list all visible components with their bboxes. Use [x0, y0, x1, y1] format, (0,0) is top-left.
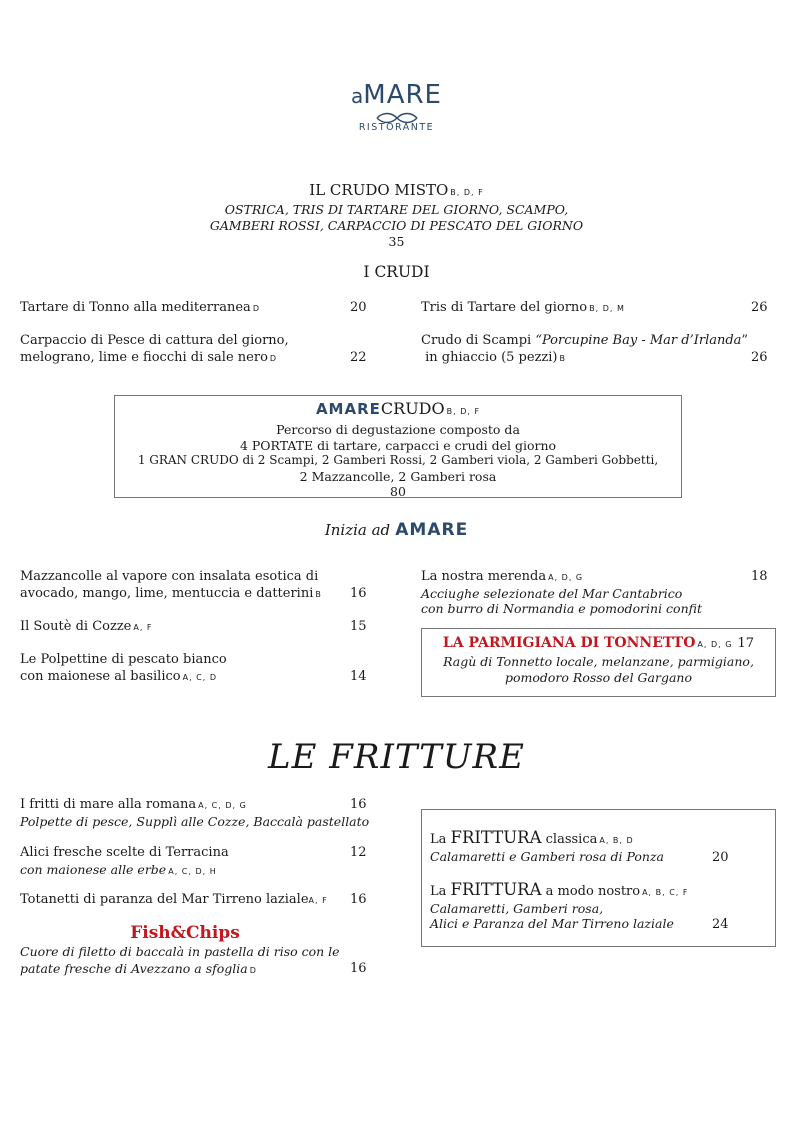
fish-icon — [0, 109, 793, 121]
logo-subtitle: RISTORANTE — [358, 122, 435, 133]
item-desc-1: Acciughe selezionate del Mar Cantabrico — [421, 586, 683, 601]
amare-crudo-title: CRUDO — [380, 399, 445, 418]
frittura-suffix: a modo nostro — [545, 884, 641, 899]
item-line-1: Carpaccio di Pesce di cattura del giorno, — [20, 333, 289, 348]
inizia-brand: AMARE — [395, 520, 469, 540]
parmigiana-price: 17 — [737, 636, 755, 651]
item-price: 15 — [350, 619, 367, 634]
item-name: I fritti di mare alla romana — [20, 797, 197, 812]
parmigiana-desc-1: Ragù di Tonnetto locale, melanzane, parmigiano, — [443, 654, 754, 669]
item-line-2: con maionese al basilico — [20, 669, 181, 684]
item-price: 20 — [712, 850, 729, 865]
item-line-2: melograno, lime e fiocchi di sale nero — [20, 350, 268, 365]
item-line-2: avocado, mango, lime, mentuccia e datterini — [20, 586, 314, 601]
item-line-1-italic: “Porcupine Bay - Mar d’Irlanda — [535, 333, 742, 348]
item-price: 16 — [350, 961, 367, 976]
item-allergens: A, D, G — [548, 573, 584, 582]
crudo-misto-desc-2: GAMBERI ROSSI, CARPACCIO DI PESCATO DEL GIORNO — [209, 218, 584, 233]
item-allergens: A, C, D, G — [198, 801, 247, 810]
item-allergens: A, F — [133, 623, 153, 632]
item-allergens: A, B, D — [599, 836, 634, 845]
item-price: 20 — [350, 300, 367, 315]
crudo-misto-title: IL CRUDO MISTO — [309, 181, 449, 199]
amare-crudo-line-4: 2 Mazzancolle, 2 Gamberi rosa — [299, 468, 497, 484]
inizia-left-item-2 — [20, 618, 370, 636]
frittura-prefix: La — [430, 832, 447, 847]
item-price: 24 — [712, 917, 729, 932]
fish-chips-item — [20, 944, 370, 979]
item-line-1-suffix: ” — [741, 333, 749, 348]
item-price: 22 — [350, 350, 367, 365]
frittura-prefix: La — [430, 884, 447, 899]
logo-a: a — [351, 84, 364, 108]
amare-crudo-line-2: 4 PORTATE di tartare, carpacci e crudi del giorno — [239, 437, 557, 453]
frittura-big: FRITTURA — [450, 828, 542, 847]
item-allergens: A, F — [308, 896, 328, 905]
item-name: Tartare di Tonno alla mediterranea — [20, 300, 251, 315]
item-desc: con maionese alle erbe — [20, 862, 167, 877]
crudi-right-item-2 — [421, 332, 771, 367]
parmigiana-box — [421, 628, 776, 697]
item-desc-1: Calamaretti, Gamberi rosa, — [430, 901, 604, 916]
item-line-1-prefix: Crudo di Scampi — [421, 333, 536, 348]
item-price: 16 — [350, 797, 367, 812]
amare-crudo-line-3: 1 GRAN CRUDO di 2 Scampi, 2 Gamberi Rossi, 2 Gamberi viola, 2 Gamberi Gobbetti, — [137, 453, 659, 467]
inizia-heading — [0, 520, 793, 540]
frittura-classica — [430, 829, 760, 864]
amare-crudo-box — [114, 395, 682, 498]
item-allergens: A, C, D — [182, 673, 217, 682]
item-allergens: D — [269, 354, 278, 363]
inizia-prefix: Inizia ad — [324, 521, 391, 539]
crudi-right-item-1 — [421, 299, 771, 317]
parmigiana-allergens: A, D, G — [697, 640, 733, 649]
item-price: 18 — [751, 569, 768, 584]
item-allergens: A, B, C, F — [642, 888, 689, 897]
inizia-left-item-1 — [20, 568, 370, 603]
item-line-1: Le Polpettine di pescato bianco — [20, 652, 227, 667]
amare-crudo-brand: AMARE — [315, 400, 381, 418]
logo — [0, 82, 793, 133]
item-name: La nostra merenda — [421, 569, 547, 584]
crudi-left-item-1 — [20, 299, 370, 317]
item-price: 26 — [751, 350, 768, 365]
item-name: Tris di Tartare del giorno — [421, 300, 588, 315]
item-line-2: in ghiaccio (5 pezzi) — [421, 350, 558, 365]
item-desc-2: con burro di Normandia e pomodorini confit — [421, 601, 702, 616]
crudi-heading: I CRUDI — [363, 263, 430, 281]
crudo-misto-price: 35 — [388, 234, 405, 249]
fritture-left-item-2 — [20, 844, 370, 880]
fish-chips-title: Fish&Chips — [130, 923, 240, 943]
item-allergens: B — [559, 354, 566, 363]
item-desc-2: Alici e Paranza del Mar Tirreno laziale — [430, 916, 674, 931]
amare-crudo-price: 80 — [390, 484, 406, 499]
fritture-left-item-1 — [20, 796, 370, 829]
item-desc-1: Calamaretti e Gamberi rosa di Ponza — [430, 849, 665, 864]
crudo-misto-allergens: B, D, F — [450, 188, 484, 197]
crudo-misto-desc-1: OSTRICA, TRIS DI TARTARE DEL GIORNO, SCAMPO, — [224, 202, 569, 217]
fritture-left-item-3 — [20, 891, 370, 909]
item-line-1: Mazzancolle al vapore con insalata esotica di — [20, 569, 319, 584]
merenda-item — [421, 568, 771, 616]
item-allergens: D — [252, 304, 260, 313]
item-price: 16 — [350, 892, 367, 907]
parmigiana-desc-2: pomodoro Rosso del Gargano — [505, 670, 692, 685]
item-allergens: D — [249, 965, 257, 975]
logo-mare: MARE — [363, 80, 442, 110]
item-name: Totanetti di paranza del Mar Tirreno laziale — [20, 892, 309, 907]
amare-crudo-allergens: B, D, F — [446, 407, 481, 416]
item-price: 26 — [751, 300, 768, 315]
item-desc-1: Cuore di filetto di baccalà in pastella di riso con le — [20, 944, 340, 959]
item-desc: Polpette di pesce, Supplì alle Cozze, Baccalà pastellato — [20, 814, 370, 829]
item-price: 16 — [350, 586, 367, 601]
frittura-modo-nostro — [430, 881, 760, 931]
item-price: 14 — [350, 669, 367, 684]
item-name: Il Soutè di Cozze — [20, 619, 132, 634]
crudo-misto-section — [0, 181, 793, 250]
amare-crudo-line-1: Percorso di degustazione composto da — [276, 422, 520, 437]
item-allergens: B, D, M — [589, 304, 625, 313]
crudi-left-item-2 — [20, 332, 370, 367]
parmigiana-title: LA PARMIGIANA DI TONNETTO — [442, 635, 696, 651]
frittura-suffix: classica — [545, 832, 598, 847]
item-allergens: B — [315, 590, 322, 599]
frittura-box — [421, 809, 776, 947]
inizia-left-item-3 — [20, 651, 370, 686]
fritture-heading: LE FRITTURE — [268, 737, 525, 777]
item-allergens: A, C, D, H — [168, 867, 217, 876]
frittura-big: FRITTURA — [450, 880, 542, 899]
item-desc-2: patate fresche di Avezzano a sfoglia — [20, 960, 248, 976]
item-price: 12 — [350, 845, 367, 860]
item-name: Alici fresche scelte di Terracina — [20, 845, 229, 860]
